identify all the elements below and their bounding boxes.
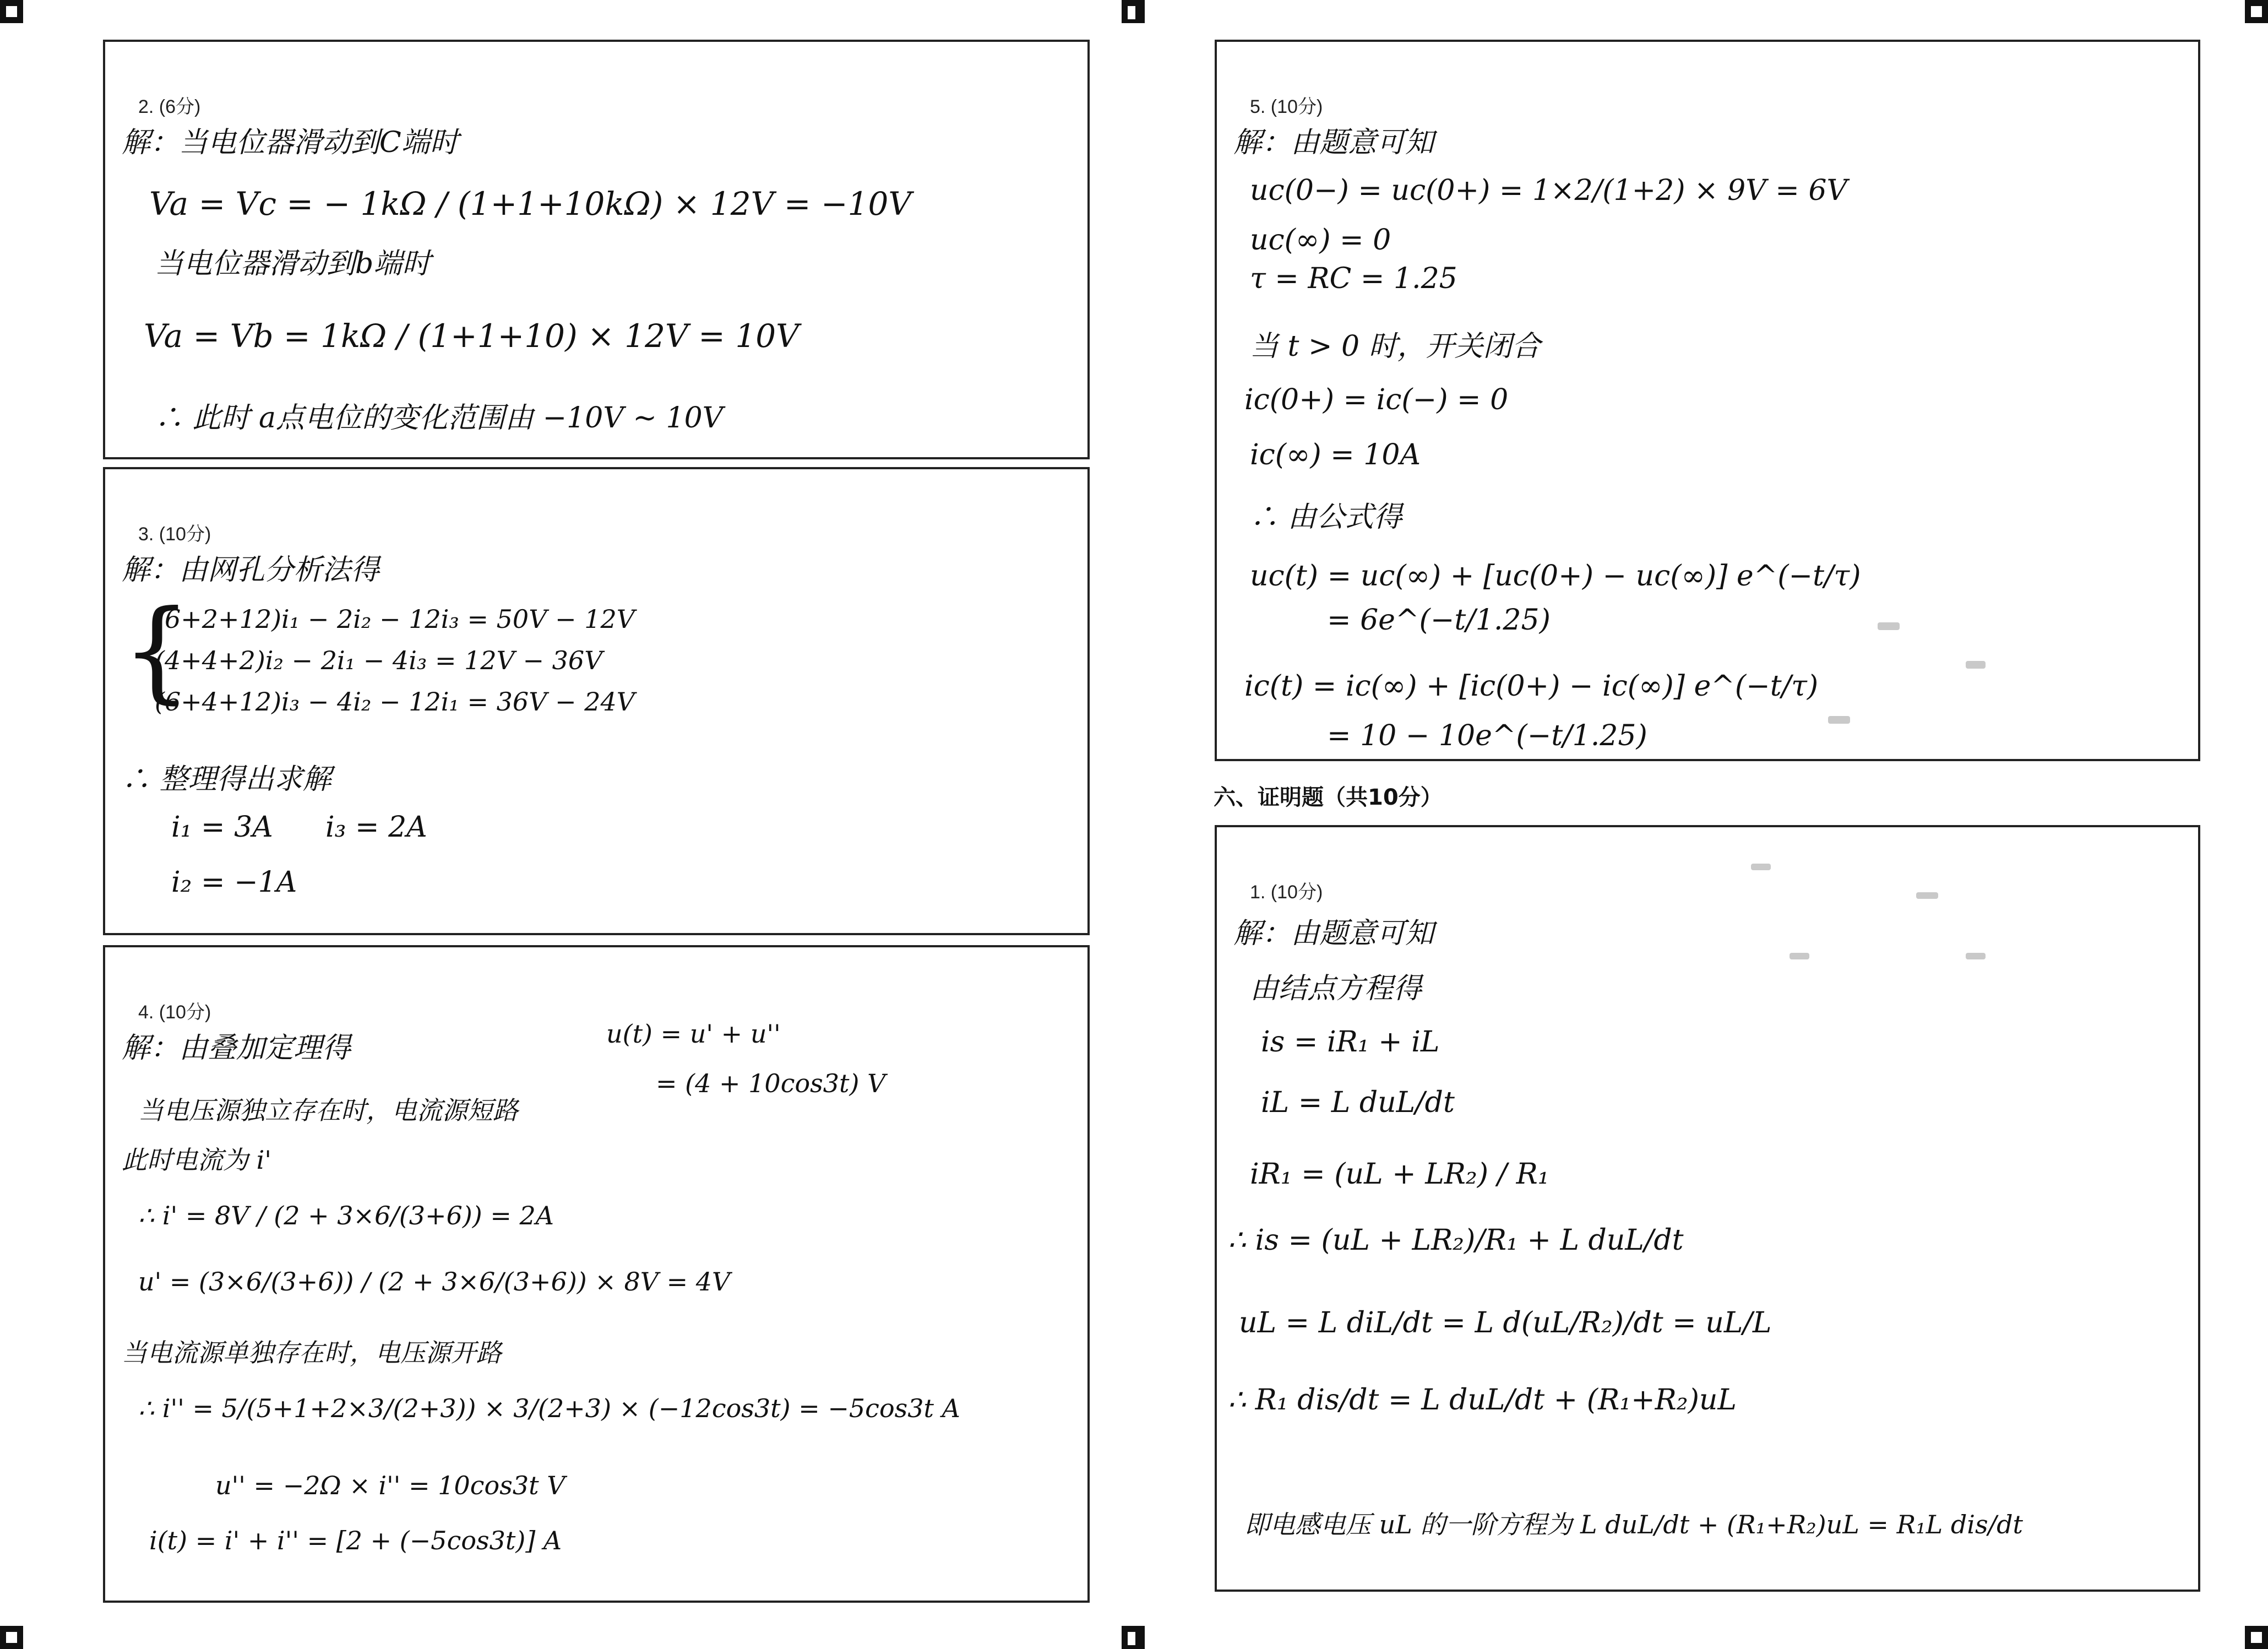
answer-box-q3 (103, 467, 1090, 935)
answer-line: = 6e^(−t/1.25) (1327, 604, 1551, 637)
answer-line: ∴ i' = 8V / (2 + 3×6/(3+6)) = 2A (138, 1201, 554, 1230)
corner-marker-top-right (2245, 0, 2268, 23)
equation-line: (6+4+12)i₃ − 4i₂ − 12i₁ = 36V − 24V (155, 687, 635, 717)
answer-line: 当 t > 0 时，开关闭合 (1250, 330, 1541, 363)
answer-line: ic(∞) = 10A (1250, 438, 1421, 471)
answer-box-q5 (1215, 40, 2200, 761)
answer-line: u'' = −2Ω × i'' = 10cos3t V (215, 1471, 565, 1500)
answer-line: uL = L diL/dt = L d(uL/R₂)/dt = uL/L (1239, 1306, 1772, 1339)
scan-smudge (1966, 953, 1986, 959)
answer-line: ∴ is = (uL + LR₂)/R₁ + L duL/dt (1228, 1224, 1684, 1257)
answer-line: ∴ 由公式得 (1250, 501, 1402, 534)
answer-line: 当电位器滑动到b端时 (155, 247, 431, 280)
answer-line: is = iR₁ + iL (1261, 1026, 1440, 1059)
answer-line: 解：由题意可知 (1233, 126, 1434, 159)
equation-brace: { (122, 587, 192, 715)
answer-result: i₃ = 2A (325, 811, 427, 844)
answer-line: = 10 − 10e^(−t/1.25) (1327, 719, 1647, 752)
answer-line: iR₁ = (uL + LR₂) / R₁ (1250, 1158, 1549, 1191)
answer-line: u' = (3×6/(3+6)) / (2 + 3×6/(3+6)) × 8V = 4V (138, 1267, 731, 1297)
equation-line: (4+4+2)i₂ − 2i₁ − 4i₃ = 12V − 36V (155, 646, 603, 675)
scan-smudge (1966, 661, 1986, 669)
answer-line: 即电感电压 uL 的一阶方程为 L duL/dt + (R₁+R₂)uL = R₁L dis/dt (1244, 1510, 2024, 1539)
answer-line: 解：当电位器滑动到C端时 (122, 126, 459, 159)
answer-line: uc(∞) = 0 (1250, 224, 1391, 257)
question-number: 5. (10分) (1250, 96, 1323, 117)
corner-marker-bottom-right (2245, 1626, 2268, 1649)
answer-line: 解：由网孔分析法得 (122, 554, 380, 587)
answer-line: ∴ 整理得出求解 (122, 763, 331, 796)
answer-box-proof-1 (1215, 825, 2200, 1592)
answer-box-q2 (103, 40, 1090, 459)
scan-smudge (1751, 864, 1771, 870)
answer-line: uc(0−) = uc(0+) = 1×2/(1+2) × 9V = 6V (1250, 174, 1848, 207)
answer-line: 解：由题意可知 (1233, 917, 1434, 950)
answer-line: τ = RC = 1.25 (1250, 262, 1457, 295)
corner-marker-top-center (1122, 0, 1145, 23)
answer-line: ∴ i'' = 5/(5+1+2×3/(2+3)) × 3/(2+3) × (−12cos3t) = −5cos3t A (138, 1393, 960, 1423)
answer-result: i₂ = −1A (171, 866, 297, 899)
answer-line: uc(t) = uc(∞) + [uc(0+) − uc(∞)] e^(−t/τ) (1250, 560, 1861, 593)
answer-line: u(t) = u' + u'' (606, 1019, 781, 1049)
answer-line: 解：由叠加定理得 (122, 1032, 351, 1065)
answer-line: 由结点方程得 (1250, 972, 1422, 1005)
question-number: 1. (10分) (1250, 882, 1323, 903)
question-number: 3. (10分) (138, 524, 211, 545)
answer-line: i(t) = i' + i'' = [2 + (−5cos3t)] A (149, 1526, 562, 1555)
corner-marker-bottom-left (0, 1626, 23, 1649)
answer-line: 当电流源单独存在时，电压源开路 (122, 1338, 502, 1368)
corner-marker-top-left (0, 0, 23, 23)
question-number: 2. (6分) (138, 96, 201, 117)
answer-line: ∴ 此时 a点电位的变化范围由 −10V ~ 10V (155, 402, 724, 435)
answer-line: ∴ R₁ dis/dt = L duL/dt + (R₁+R₂)uL (1228, 1384, 1737, 1417)
answer-line: iL = L duL/dt (1261, 1086, 1455, 1119)
answer-line: 此时电流为 i' (122, 1145, 271, 1175)
corner-marker-bottom-center (1122, 1626, 1145, 1649)
scan-smudge (1878, 622, 1900, 630)
equation-line: (6+2+12)i₁ − 2i₂ − 12i₃ = 50V − 12V (155, 604, 635, 634)
answer-result: i₁ = 3A (171, 811, 273, 844)
scan-smudge (1916, 892, 1938, 899)
scan-smudge (1790, 953, 1809, 959)
question-number: 4. (10分) (138, 1002, 211, 1023)
answer-line: ic(0+) = ic(−) = 0 (1244, 383, 1509, 416)
answer-line: Va = Vc = − 1kΩ / (1+1+10kΩ) × 12V = −10V (149, 185, 912, 223)
scan-smudge (1828, 716, 1850, 724)
answer-box-q4 (103, 945, 1090, 1603)
answer-line: Va = Vb = 1kΩ / (1+1+10) × 12V = 10V (144, 317, 799, 355)
answer-line: 当电压源独立存在时，电流源短路 (138, 1095, 518, 1125)
answer-line: = (4 + 10cos3t) V (656, 1068, 886, 1098)
answer-line: ic(t) = ic(∞) + [ic(0+) − ic(∞)] e^(−t/τ) (1244, 670, 1819, 703)
section-heading: 六、证明题（共10分） (1214, 785, 1443, 810)
